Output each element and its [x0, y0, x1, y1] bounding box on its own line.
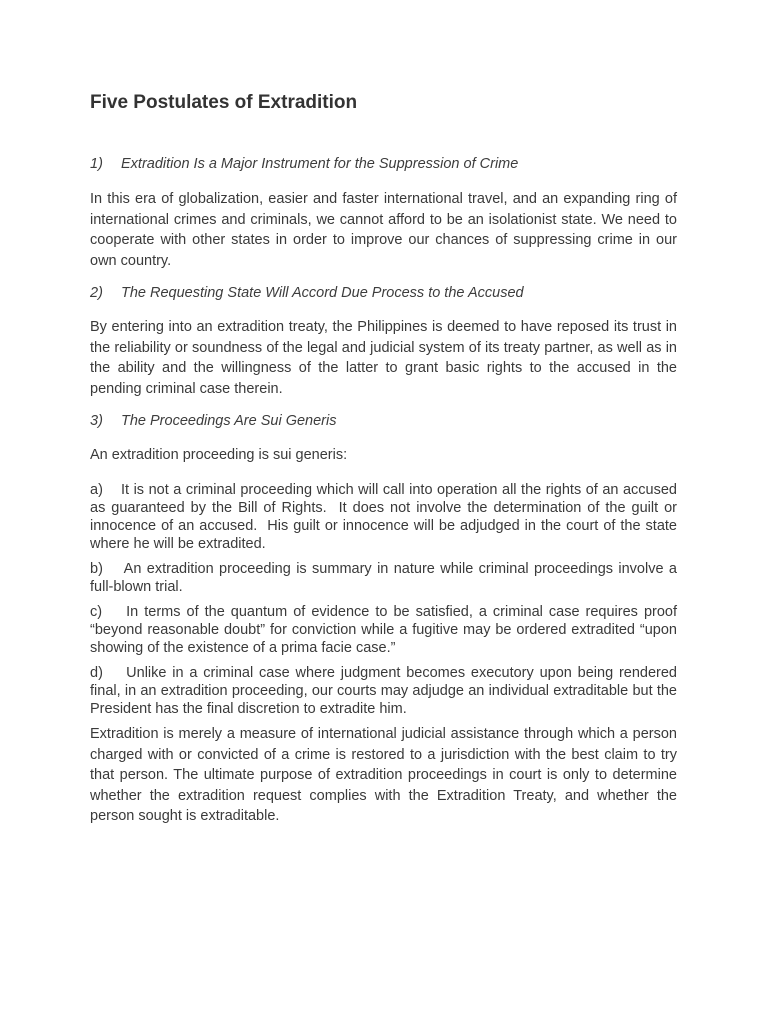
section-2-paragraph: By entering into an extradition treaty, the Philippines is deemed to have reposed its trust in the reliability or soundness of the legal and judicial system of its treaty partner, as well as in the ability and the willingness of the latter to grant basic rights to the accused in the pending criminal case therein. [90, 319, 677, 397]
section-3-closing-paragraph: Extradition is merely a measure of international judicial assistance through which a person charged with or convicted of a crime is restored to a jurisdiction with the best claim to try that person. The ultimate purpose of extradition proceedings in court is only to determine whether the extradition request complies with the Extradition Treaty, and whether the person sought is extraditable. [90, 726, 677, 824]
section-1-heading [90, 156, 518, 172]
document-title: Five Postulates of Extradition [90, 92, 358, 113]
list-item-c: c) In terms of the quantum of evidence to be satisfied, a criminal case requires proof “beyond reasonable doubt” for conviction while a fugitive may be ordered extradited “upon showing of the existence of a prima facie case.” [90, 604, 682, 656]
section-3-intro: An extradition proceeding is sui generis: [90, 447, 348, 463]
section-1-paragraph: In this era of globalization, easier and faster international travel, and an expanding ring of international crimes and criminals, we cannot afford to be an isolationist state. We need to cooperate with other states in order to improve our chances of suppressing crime in our own country. [90, 191, 677, 269]
section-1-number: 1) [90, 156, 103, 172]
section-3-number: 3) [90, 413, 103, 429]
section-2-heading-text: The Requesting State Will Accord Due Process to the Accused [121, 285, 524, 301]
section-2-number: 2) [90, 285, 103, 301]
section-1-heading-text: Extradition Is a Major Instrument for the Suppression of Crime [121, 156, 519, 172]
list-item-b: b) An extradition proceeding is summary in nature while criminal proceedings involve a full-blown trial. [90, 561, 682, 595]
section-3-heading-text: The Proceedings Are Sui Generis [121, 413, 337, 429]
section-3-heading [90, 413, 336, 429]
list-item-d: d) Unlike in a criminal case where judgment becomes executory upon being rendered final, in an extradition proceeding, our courts may adjudge an individual extraditable but the President has the final discretion to extradite him. [90, 665, 682, 717]
section-2-heading [90, 285, 524, 301]
list-item-a: a) It is not a criminal proceeding which will call into operation all the rights of an accused as guaranteed by the Bill of Rights. It does not involve the determination of the guilt or innocence of an accused. His guilt or innocence will be adjudged in the court of the state where he will be extradited. [90, 482, 682, 552]
